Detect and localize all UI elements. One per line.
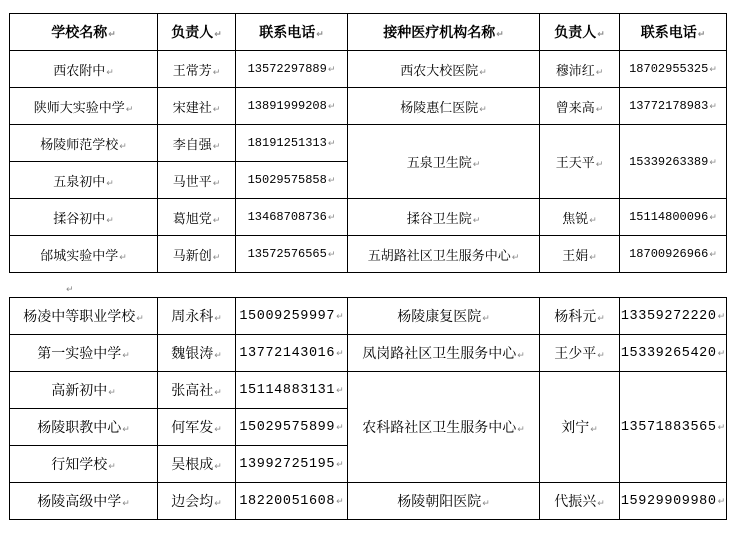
clinic-phone: 15929909980↵ [620, 483, 727, 520]
table-row [10, 372, 727, 409]
header-clinic-phone: 联系电话↵ [620, 14, 727, 51]
clinic-name: 杨陵惠仁医院↵ [348, 88, 540, 125]
clinic-contact: 王少平↵ [540, 335, 620, 372]
clinic-name: 西农大校医院↵ [348, 51, 540, 88]
principal-name: 周永科↵ [158, 298, 236, 335]
principal-phone: 13572576565↵ [236, 236, 348, 273]
clinic-name: 杨陵康复医院↵ [348, 298, 540, 335]
principal-name: 何军发↵ [158, 409, 236, 446]
principal-phone: 13992725195↵ [236, 446, 348, 483]
school-name: 杨凌中等职业学校↵ [10, 298, 158, 335]
principal-phone: 15029575899↵ [236, 409, 348, 446]
clinic-phone: 15339265420↵ [620, 335, 727, 372]
clinic-phone: 18700926966↵ [620, 236, 727, 273]
clinic-contact: 焦锐↵ [540, 199, 620, 236]
principal-phone: 18220051608↵ [236, 483, 348, 520]
principal-phone: 13572297889↵ [236, 51, 348, 88]
school-name: 行知学校↵ [10, 446, 158, 483]
table-header-row [10, 14, 727, 51]
clinic-name: 杨陵朝阳医院↵ [348, 483, 540, 520]
school-name: 杨陵师范学校↵ [10, 125, 158, 162]
school-name: 邰城实验中学↵ [10, 236, 158, 273]
school-name: 杨陵职教中心↵ [10, 409, 158, 446]
principal-name: 魏银涛↵ [158, 335, 236, 372]
principal-name: 葛旭党↵ [158, 199, 236, 236]
clinic-phone: 18702955325↵ [620, 51, 727, 88]
clinic-contact-merged: 王天平↵ [540, 125, 620, 199]
principal-phone: 13891999208↵ [236, 88, 348, 125]
principal-phone: 18191251313↵ [236, 125, 348, 162]
table-row [10, 51, 727, 88]
table-row [10, 483, 727, 520]
school-clinic-contact-table-1 [9, 13, 727, 273]
header-clinic-contact: 负责人↵ [540, 14, 620, 51]
principal-phone: 15029575858↵ [236, 162, 348, 199]
clinic-name: 凤岗路社区卫生服务中心↵ [348, 335, 540, 372]
principal-name: 宋建社↵ [158, 88, 236, 125]
clinic-name-merged: 农科路社区卫生服务中心↵ [348, 372, 540, 483]
header-clinic-name: 接种医疗机构名称↵ [348, 14, 540, 51]
clinic-name: 揉谷卫生院↵ [348, 199, 540, 236]
clinic-phone: 15114800096↵ [620, 199, 727, 236]
clinic-contact: 穆沛红↵ [540, 51, 620, 88]
table-row [10, 88, 727, 125]
principal-name: 吴根成↵ [158, 446, 236, 483]
table-row [10, 125, 727, 162]
paragraph-mark: ↵ [66, 285, 74, 295]
clinic-phone-merged: 13571883565↵ [620, 372, 727, 483]
school-name: 第一实验中学↵ [10, 335, 158, 372]
clinic-phone-merged: 15339263389↵ [620, 125, 727, 199]
table-row [10, 335, 727, 372]
principal-phone: 15009259997↵ [236, 298, 348, 335]
principal-phone: 13468708736↵ [236, 199, 348, 236]
school-name: 五泉初中↵ [10, 162, 158, 199]
clinic-contact: 杨科元↵ [540, 298, 620, 335]
principal-phone: 15114883131↵ [236, 372, 348, 409]
clinic-contact: 代振兴↵ [540, 483, 620, 520]
principal-phone: 13772143016↵ [236, 335, 348, 372]
school-clinic-contact-table-2 [9, 297, 727, 520]
school-name: 西农附中↵ [10, 51, 158, 88]
table-row [10, 236, 727, 273]
clinic-contact: 王娟↵ [540, 236, 620, 273]
school-name: 揉谷初中↵ [10, 199, 158, 236]
clinic-contact-merged: 刘宁↵ [540, 372, 620, 483]
school-name: 杨陵高级中学↵ [10, 483, 158, 520]
principal-name: 王常芳↵ [158, 51, 236, 88]
principal-name: 马世平↵ [158, 162, 236, 199]
school-name: 陕师大实验中学↵ [10, 88, 158, 125]
header-phone: 联系电话↵ [236, 14, 348, 51]
principal-name: 李自强↵ [158, 125, 236, 162]
clinic-phone: 13359272220↵ [620, 298, 727, 335]
principal-name: 张高社↵ [158, 372, 236, 409]
clinic-name: 五胡路社区卫生服务中心↵ [348, 236, 540, 273]
clinic-name-merged: 五泉卫生院↵ [348, 125, 540, 199]
header-principal: 负责人↵ [158, 14, 236, 51]
table-row [10, 298, 727, 335]
principal-name: 马新创↵ [158, 236, 236, 273]
table-row [10, 199, 727, 236]
header-school-name: 学校名称↵ [10, 14, 158, 51]
principal-name: 边会均↵ [158, 483, 236, 520]
school-name: 高新初中↵ [10, 372, 158, 409]
clinic-phone: 13772178983↵ [620, 88, 727, 125]
clinic-contact: 曾来高↵ [540, 88, 620, 125]
